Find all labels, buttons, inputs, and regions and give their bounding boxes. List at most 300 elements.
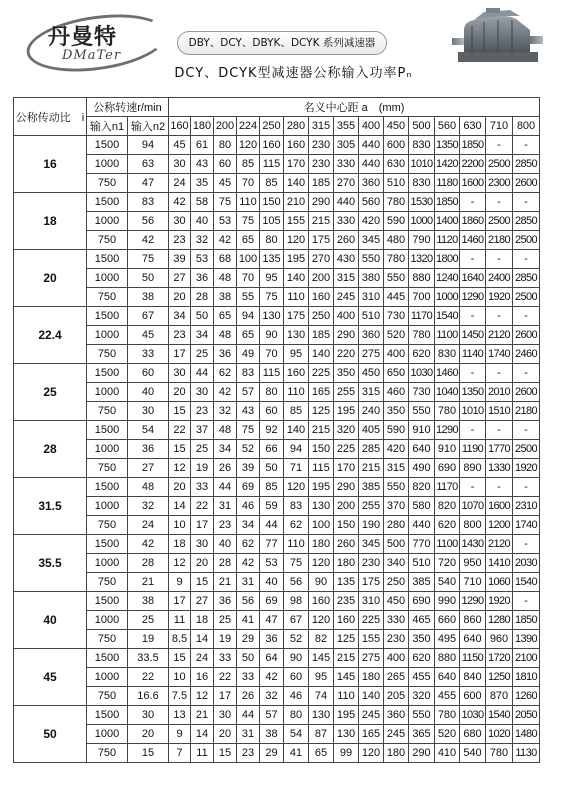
power-value-cell: 9 bbox=[169, 725, 191, 744]
power-value-cell: 30 bbox=[191, 535, 214, 554]
power-value-cell: 33 bbox=[237, 668, 260, 687]
power-value-cell: 340 bbox=[384, 554, 409, 573]
power-value-cell: 660 bbox=[435, 611, 460, 630]
power-value-cell: 230 bbox=[359, 554, 384, 573]
power-value-cell: 190 bbox=[359, 516, 384, 535]
power-value-cell: 17 bbox=[169, 345, 191, 364]
power-value-cell: 780 bbox=[435, 402, 460, 421]
power-value-cell: 710 bbox=[460, 573, 486, 592]
power-value-cell: 19 bbox=[191, 459, 214, 478]
power-value-cell: 520 bbox=[435, 725, 460, 744]
input-n1-cell: 1500 bbox=[87, 364, 128, 383]
power-value-cell: 1190 bbox=[460, 440, 486, 459]
power-value-cell: 25 bbox=[191, 345, 214, 364]
power-value-cell: 31 bbox=[214, 497, 237, 516]
power-value-cell: 21 bbox=[214, 573, 237, 592]
power-value-cell: 730 bbox=[409, 383, 435, 402]
input-n1-cell: 1000 bbox=[87, 155, 128, 174]
power-value-cell: 20 bbox=[191, 554, 214, 573]
power-value-cell: 1240 bbox=[435, 269, 460, 288]
power-value-cell: 245 bbox=[359, 706, 384, 725]
table-row bbox=[14, 345, 540, 364]
power-value-cell: 20 bbox=[169, 288, 191, 307]
power-value-cell: 1920 bbox=[486, 592, 513, 611]
power-value-cell: 290 bbox=[309, 193, 334, 212]
power-value-cell: 14 bbox=[191, 725, 214, 744]
power-value-cell: - bbox=[460, 364, 486, 383]
power-value-cell: 305 bbox=[334, 136, 359, 155]
power-value-cell: 120 bbox=[309, 554, 334, 573]
power-value-cell: 1400 bbox=[435, 212, 460, 231]
table-row bbox=[14, 554, 540, 573]
power-value-cell: 160 bbox=[334, 611, 359, 630]
power-value-cell: 360 bbox=[359, 326, 384, 345]
power-value-cell: 215 bbox=[359, 459, 384, 478]
power-value-cell: 1540 bbox=[486, 706, 513, 725]
power-value-cell: 285 bbox=[359, 440, 384, 459]
power-value-cell: 135 bbox=[260, 250, 284, 269]
power-value-cell: 1140 bbox=[460, 345, 486, 364]
input-n2-cell: 28 bbox=[128, 554, 169, 573]
center-distance-header: 名义中心距 a (mm) bbox=[169, 98, 540, 117]
table-row bbox=[14, 535, 540, 554]
input-n2-cell: 38 bbox=[128, 592, 169, 611]
input-n2-cell: 63 bbox=[128, 155, 169, 174]
power-value-cell: 510 bbox=[384, 174, 409, 193]
power-value-cell: 2310 bbox=[513, 497, 540, 516]
input-n1-cell: 750 bbox=[87, 744, 128, 763]
input-n1-cell: 1000 bbox=[87, 326, 128, 345]
table-row bbox=[14, 174, 540, 193]
power-value-cell: 215 bbox=[334, 649, 359, 668]
input-n1-cell: 750 bbox=[87, 516, 128, 535]
power-value-cell: 140 bbox=[284, 174, 309, 193]
table-row bbox=[14, 269, 540, 288]
power-value-cell: 15 bbox=[214, 744, 237, 763]
power-value-cell: 330 bbox=[334, 212, 359, 231]
power-value-cell: 26 bbox=[214, 459, 237, 478]
power-value-cell: 145 bbox=[309, 649, 334, 668]
power-value-cell: 460 bbox=[384, 383, 409, 402]
ratio-cell: 16 bbox=[14, 136, 87, 193]
power-value-cell: 140 bbox=[359, 687, 384, 706]
power-value-cell: 880 bbox=[409, 269, 435, 288]
power-value-cell: 61 bbox=[191, 136, 214, 155]
power-value-cell: 110 bbox=[237, 193, 260, 212]
power-value-cell: 440 bbox=[359, 155, 384, 174]
power-value-cell: 85 bbox=[237, 155, 260, 174]
power-value-cell: 250 bbox=[384, 573, 409, 592]
table-row bbox=[14, 459, 540, 478]
power-value-cell: 1290 bbox=[435, 421, 460, 440]
input-n1-cell: 1500 bbox=[87, 193, 128, 212]
power-value-cell: 94 bbox=[284, 440, 309, 459]
power-value-cell: 640 bbox=[435, 668, 460, 687]
power-value-cell: 15 bbox=[191, 573, 214, 592]
power-value-cell: 23 bbox=[237, 744, 260, 763]
power-value-cell: 80 bbox=[260, 383, 284, 402]
power-value-cell: 1510 bbox=[486, 402, 513, 421]
power-value-cell: 37 bbox=[191, 421, 214, 440]
power-value-cell: 18 bbox=[191, 611, 214, 630]
power-value-cell: - bbox=[513, 535, 540, 554]
power-value-cell: 26 bbox=[237, 687, 260, 706]
power-value-cell: 23 bbox=[214, 516, 237, 535]
power-value-cell: 14 bbox=[191, 630, 214, 649]
power-value-cell: 465 bbox=[409, 611, 435, 630]
power-value-cell: 1000 bbox=[409, 212, 435, 231]
power-value-cell: 230 bbox=[309, 136, 334, 155]
center-distance-180: 180 bbox=[191, 117, 214, 136]
power-value-cell: 110 bbox=[284, 288, 309, 307]
power-value-cell: 60 bbox=[214, 155, 237, 174]
table-row bbox=[14, 288, 540, 307]
power-value-cell: 2850 bbox=[513, 155, 540, 174]
power-value-cell: 70 bbox=[260, 345, 284, 364]
power-value-cell: 800 bbox=[460, 516, 486, 535]
power-value-cell: 68 bbox=[214, 250, 237, 269]
power-value-cell: 40 bbox=[191, 212, 214, 231]
power-value-cell: 1850 bbox=[435, 193, 460, 212]
power-value-cell: 1280 bbox=[486, 611, 513, 630]
power-value-cell: 1600 bbox=[460, 174, 486, 193]
power-value-cell: 23 bbox=[169, 231, 191, 250]
power-value-cell: 1200 bbox=[486, 516, 513, 535]
power-value-cell: 46 bbox=[284, 687, 309, 706]
power-value-cell: 2500 bbox=[486, 155, 513, 174]
power-value-cell: 480 bbox=[384, 231, 409, 250]
power-value-cell: 1800 bbox=[435, 250, 460, 269]
power-value-cell: 42 bbox=[214, 383, 237, 402]
power-value-cell: 345 bbox=[359, 535, 384, 554]
power-value-cell: 29 bbox=[260, 744, 284, 763]
power-value-cell: 11 bbox=[191, 744, 214, 763]
power-value-cell: 22 bbox=[214, 668, 237, 687]
power-value-cell: 120 bbox=[284, 478, 309, 497]
power-value-cell: 195 bbox=[334, 706, 359, 725]
power-value-cell: 440 bbox=[334, 193, 359, 212]
input-n1-cell: 750 bbox=[87, 231, 128, 250]
power-value-cell: 30 bbox=[214, 706, 237, 725]
table-row bbox=[14, 706, 540, 725]
power-value-cell: 42 bbox=[237, 554, 260, 573]
power-value-cell: 1460 bbox=[435, 364, 460, 383]
power-value-cell: 510 bbox=[409, 554, 435, 573]
power-value-cell: 33 bbox=[191, 478, 214, 497]
table-row bbox=[14, 725, 540, 744]
power-value-cell: 270 bbox=[309, 250, 334, 269]
power-value-cell: - bbox=[486, 421, 513, 440]
power-value-cell: 65 bbox=[237, 326, 260, 345]
power-value-cell: 44 bbox=[260, 516, 284, 535]
input-n1-cell: 1500 bbox=[87, 535, 128, 554]
center-distance-560: 560 bbox=[435, 117, 460, 136]
power-value-cell: 41 bbox=[284, 744, 309, 763]
power-value-cell: 65 bbox=[237, 231, 260, 250]
power-value-cell: 40 bbox=[214, 535, 237, 554]
power-value-cell: 220 bbox=[334, 345, 359, 364]
power-value-cell: 59 bbox=[260, 497, 284, 516]
power-value-cell: 195 bbox=[309, 478, 334, 497]
power-value-cell: 2850 bbox=[513, 212, 540, 231]
power-value-cell: 180 bbox=[384, 744, 409, 763]
power-value-cell: 98 bbox=[284, 592, 309, 611]
power-value-cell: 1320 bbox=[409, 250, 435, 269]
power-value-cell: 320 bbox=[334, 421, 359, 440]
power-value-cell: 175 bbox=[359, 573, 384, 592]
ratio-header: 公称传动比 i bbox=[14, 98, 87, 136]
power-value-cell: 950 bbox=[460, 554, 486, 573]
power-value-cell: 75 bbox=[214, 193, 237, 212]
power-value-cell: 22 bbox=[169, 421, 191, 440]
power-value-cell: 1350 bbox=[460, 383, 486, 402]
power-value-cell: 15 bbox=[169, 440, 191, 459]
power-value-cell: 71 bbox=[284, 459, 309, 478]
power-value-cell: 15 bbox=[169, 649, 191, 668]
power-value-cell: 34 bbox=[214, 440, 237, 459]
input-n1-cell: 750 bbox=[87, 402, 128, 421]
power-value-cell: 32 bbox=[214, 402, 237, 421]
power-value-cell: - bbox=[486, 364, 513, 383]
power-value-cell: 640 bbox=[460, 630, 486, 649]
power-value-cell: 160 bbox=[284, 364, 309, 383]
table-row bbox=[14, 364, 540, 383]
power-value-cell: 12 bbox=[169, 459, 191, 478]
power-value-cell: 120 bbox=[359, 744, 384, 763]
table-row bbox=[14, 402, 540, 421]
center-distance-710: 710 bbox=[486, 117, 513, 136]
ratio-cell: 20 bbox=[14, 250, 87, 307]
power-value-cell: 1100 bbox=[435, 326, 460, 345]
power-value-cell: 25 bbox=[191, 440, 214, 459]
table-row bbox=[14, 592, 540, 611]
power-value-cell: 155 bbox=[359, 630, 384, 649]
power-value-cell: 250 bbox=[309, 307, 334, 326]
power-value-cell: 45 bbox=[169, 136, 191, 155]
power-value-cell: 12 bbox=[191, 687, 214, 706]
table-row bbox=[14, 155, 540, 174]
power-value-cell: 2600 bbox=[513, 174, 540, 193]
power-value-cell: 600 bbox=[460, 687, 486, 706]
power-value-cell: - bbox=[513, 136, 540, 155]
power-value-cell: 700 bbox=[409, 288, 435, 307]
power-value-cell: - bbox=[486, 478, 513, 497]
ratio-cell: 31.5 bbox=[14, 478, 87, 535]
power-value-cell: 130 bbox=[334, 725, 359, 744]
table-row bbox=[14, 687, 540, 706]
power-value-cell: 85 bbox=[260, 478, 284, 497]
power-value-cell: 44 bbox=[214, 478, 237, 497]
power-value-cell: 880 bbox=[435, 649, 460, 668]
power-value-cell: 630 bbox=[384, 155, 409, 174]
power-value-cell: 64 bbox=[260, 649, 284, 668]
power-value-cell: 130 bbox=[309, 497, 334, 516]
power-value-cell: 1000 bbox=[435, 288, 460, 307]
power-value-cell: 1350 bbox=[435, 136, 460, 155]
power-value-cell: 90 bbox=[309, 573, 334, 592]
input-n2-cell: 94 bbox=[128, 136, 169, 155]
power-value-cell: 200 bbox=[309, 269, 334, 288]
power-value-cell: 2180 bbox=[486, 231, 513, 250]
speed-header: 公称转速r/min bbox=[87, 98, 169, 117]
power-value-cell: 160 bbox=[309, 288, 334, 307]
table-row bbox=[14, 307, 540, 326]
power-value-cell: - bbox=[513, 250, 540, 269]
input-n2-cell: 24 bbox=[128, 516, 169, 535]
power-value-cell: 1450 bbox=[460, 326, 486, 345]
center-distance-200: 200 bbox=[214, 117, 237, 136]
power-value-cell: 1130 bbox=[513, 744, 540, 763]
power-value-cell: 43 bbox=[237, 402, 260, 421]
power-value-cell: 770 bbox=[409, 535, 435, 554]
power-value-cell: 30 bbox=[169, 364, 191, 383]
ratio-cell: 35.5 bbox=[14, 535, 87, 592]
power-value-cell: 260 bbox=[334, 231, 359, 250]
power-value-cell: 10 bbox=[169, 516, 191, 535]
power-value-cell: 40 bbox=[260, 573, 284, 592]
power-value-cell: 490 bbox=[409, 459, 435, 478]
power-value-cell: 67 bbox=[284, 611, 309, 630]
power-value-cell: 62 bbox=[214, 364, 237, 383]
power-value-cell: 23 bbox=[191, 402, 214, 421]
power-value-cell: 12 bbox=[169, 554, 191, 573]
power-value-cell: 120 bbox=[237, 136, 260, 155]
table-row bbox=[14, 212, 540, 231]
input-n1-cell: 1500 bbox=[87, 478, 128, 497]
input-n2-header: 输入n2 bbox=[128, 117, 169, 136]
power-value-cell: - bbox=[513, 421, 540, 440]
power-value-cell: 315 bbox=[384, 459, 409, 478]
power-value-cell: - bbox=[486, 193, 513, 212]
power-value-cell: 125 bbox=[334, 630, 359, 649]
power-value-cell: 160 bbox=[260, 136, 284, 155]
power-value-cell: 19 bbox=[214, 630, 237, 649]
input-n1-cell: 1000 bbox=[87, 725, 128, 744]
power-value-cell: 120 bbox=[309, 611, 334, 630]
power-value-cell: 85 bbox=[260, 174, 284, 193]
input-n1-cell: 1500 bbox=[87, 250, 128, 269]
power-value-cell: 2500 bbox=[513, 231, 540, 250]
power-value-cell: 57 bbox=[237, 383, 260, 402]
power-value-cell: 1170 bbox=[409, 307, 435, 326]
table-row bbox=[14, 668, 540, 687]
input-n1-cell: 750 bbox=[87, 288, 128, 307]
power-value-cell: 69 bbox=[260, 592, 284, 611]
power-value-cell: 185 bbox=[309, 174, 334, 193]
power-value-cell: 60 bbox=[284, 668, 309, 687]
power-value-cell: 1720 bbox=[486, 649, 513, 668]
power-value-cell: 23 bbox=[169, 326, 191, 345]
power-value-cell: 94 bbox=[237, 307, 260, 326]
power-value-cell: 1640 bbox=[460, 269, 486, 288]
power-value-cell: - bbox=[460, 307, 486, 326]
table-row bbox=[14, 231, 540, 250]
brand-name-cn: 丹曼特 bbox=[48, 24, 118, 50]
power-value-cell: 2500 bbox=[513, 440, 540, 459]
power-value-cell: 1600 bbox=[486, 497, 513, 516]
power-value-cell: 370 bbox=[384, 497, 409, 516]
input-n2-cell: 16.6 bbox=[128, 687, 169, 706]
power-value-cell: 43 bbox=[191, 155, 214, 174]
power-value-cell: 225 bbox=[334, 440, 359, 459]
power-value-cell: 280 bbox=[384, 516, 409, 535]
power-value-cell: 540 bbox=[460, 744, 486, 763]
power-value-cell: 1850 bbox=[513, 611, 540, 630]
power-value-cell: - bbox=[486, 307, 513, 326]
table-row bbox=[14, 136, 540, 155]
power-value-cell: 230 bbox=[384, 630, 409, 649]
power-value-cell: 1030 bbox=[409, 364, 435, 383]
power-value-cell: 330 bbox=[384, 611, 409, 630]
input-n1-cell: 1000 bbox=[87, 554, 128, 573]
power-value-cell: 1420 bbox=[435, 155, 460, 174]
power-value-cell: 47 bbox=[260, 611, 284, 630]
power-value-cell: 8.5 bbox=[169, 630, 191, 649]
power-value-cell: 20 bbox=[214, 725, 237, 744]
power-value-cell: 7.5 bbox=[169, 687, 191, 706]
power-value-cell: 445 bbox=[384, 288, 409, 307]
power-value-cell: 320 bbox=[409, 687, 435, 706]
power-value-cell: 620 bbox=[409, 345, 435, 364]
power-value-cell: 36 bbox=[214, 345, 237, 364]
power-value-cell: 2500 bbox=[486, 212, 513, 231]
power-value-cell: 780 bbox=[409, 326, 435, 345]
input-n1-cell: 1500 bbox=[87, 649, 128, 668]
power-value-cell: 400 bbox=[334, 307, 359, 326]
center-distance-224: 224 bbox=[237, 117, 260, 136]
power-value-cell: 70 bbox=[237, 174, 260, 193]
input-n2-cell: 47 bbox=[128, 174, 169, 193]
power-value-cell: 95 bbox=[284, 345, 309, 364]
power-value-cell: 87 bbox=[309, 725, 334, 744]
power-value-cell: 74 bbox=[309, 687, 334, 706]
power-value-cell: - bbox=[513, 478, 540, 497]
input-n1-cell: 750 bbox=[87, 174, 128, 193]
page-title: DCY、DCYK型减速器公称输入功率Pₙ bbox=[174, 66, 413, 81]
power-value-cell: 890 bbox=[460, 459, 486, 478]
table-body bbox=[14, 136, 540, 763]
power-value-cell: 270 bbox=[334, 174, 359, 193]
power-value-cell: 1290 bbox=[460, 592, 486, 611]
power-value-cell: 2460 bbox=[513, 345, 540, 364]
input-n2-cell: 54 bbox=[128, 421, 169, 440]
input-n2-cell: 48 bbox=[128, 478, 169, 497]
power-value-cell: 99 bbox=[334, 744, 359, 763]
power-value-cell: 66 bbox=[260, 440, 284, 459]
power-value-cell: 32 bbox=[260, 687, 284, 706]
power-value-cell: 44 bbox=[191, 364, 214, 383]
power-value-cell: 41 bbox=[237, 611, 260, 630]
input-n2-cell: 22 bbox=[128, 668, 169, 687]
power-value-cell: 11 bbox=[169, 611, 191, 630]
power-value-cell: 16 bbox=[191, 668, 214, 687]
power-value-cell: 90 bbox=[260, 326, 284, 345]
power-value-cell: 32 bbox=[191, 231, 214, 250]
power-value-cell: 29 bbox=[237, 630, 260, 649]
power-value-cell: 42 bbox=[260, 668, 284, 687]
power-value-cell: 42 bbox=[214, 231, 237, 250]
power-value-cell: 2200 bbox=[460, 155, 486, 174]
power-value-cell: 62 bbox=[237, 535, 260, 554]
power-value-cell: 36 bbox=[214, 592, 237, 611]
power-value-cell: 83 bbox=[284, 497, 309, 516]
power-value-cell: 150 bbox=[309, 440, 334, 459]
power-value-cell: 420 bbox=[359, 212, 384, 231]
power-value-cell: 550 bbox=[384, 269, 409, 288]
power-value-cell: 140 bbox=[309, 345, 334, 364]
power-value-cell: - bbox=[513, 364, 540, 383]
power-value-cell: 130 bbox=[284, 326, 309, 345]
